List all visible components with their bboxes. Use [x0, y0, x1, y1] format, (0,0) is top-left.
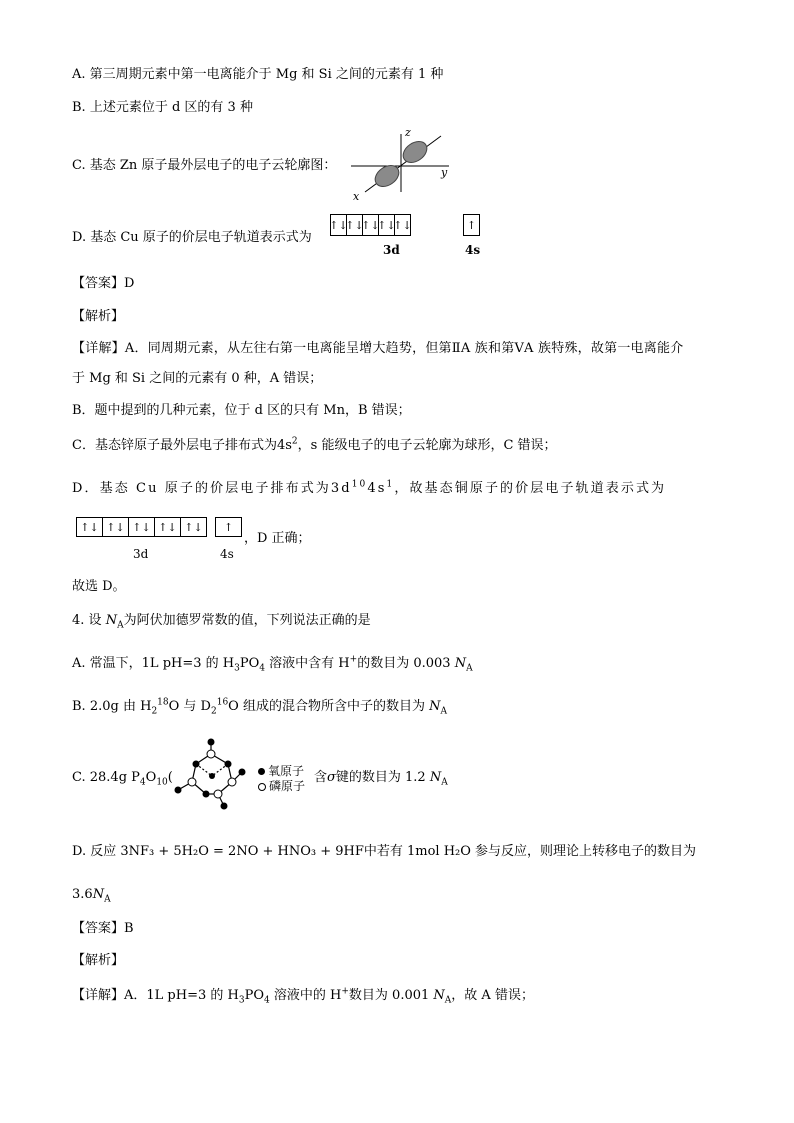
- option-a: A. 第三周期元素中第一电离能介于 Mg 和 Si 之间的元素有 1 种: [72, 67, 444, 82]
- label-3d: 3d: [383, 243, 400, 257]
- label-3d-2: 3d: [133, 547, 149, 561]
- detail-q3-d: D．基态 Cu 原子的价层电子排布式为$3d^{10}4s^1$，故基态铜原子的价层电子轨道表示式为: [72, 479, 667, 496]
- label-4s: 4s: [465, 243, 481, 257]
- detail-q3-d-end: ，D 正确；: [244, 531, 311, 546]
- orbital-box: ↑↓: [378, 214, 395, 236]
- orbital-diagram-3d-2: [76, 517, 206, 537]
- answer-q4: 【答案】B: [72, 921, 134, 936]
- axis-x: x: [353, 190, 360, 202]
- orbital-box: ↑↓: [76, 517, 103, 537]
- electron-cloud-diagram: [345, 126, 455, 202]
- axis-z: z: [405, 126, 411, 139]
- option-d: D. 基态 Cu 原子的价层电子轨道表示式为: [72, 230, 312, 245]
- q4-option-d-cont: $3.6N_A$: [72, 887, 111, 905]
- detail-q3-a2: 于 Mg 和 Si 之间的元素有 0 种，A 错误；: [72, 371, 323, 386]
- q4-stem: 4. 设 $N_A$为阿伏加德罗常数的值，下列说法正确的是: [72, 613, 371, 631]
- oxygen-dot-icon: [258, 768, 265, 775]
- detail-q3-choose: 故选 D。: [72, 579, 126, 594]
- orbital-box: ↑↓: [154, 517, 181, 537]
- q4-option-a: A. 常温下，1L pH=3 的 $H_3PO_4$ 溶液中含有 H+的数目为 0.003 $N_A$: [72, 654, 473, 674]
- detail-q3-c: C．基态锌原子最外层电子排布式为$4s^2$，s 能级电子的电子云轮廓为球形，C 错误；: [72, 436, 557, 453]
- label-4s-2: 4s: [220, 547, 234, 561]
- axis-y: y: [441, 166, 448, 179]
- orbital-box: ↑↓: [330, 214, 347, 236]
- answer-q3: 【答案】D: [72, 276, 135, 291]
- orbital-diagram-3d: [330, 214, 410, 236]
- legend-oxygen: 氧原子: [258, 764, 304, 778]
- orbital-diagram-4s: [463, 214, 479, 236]
- orbital-box: ↑↓: [362, 214, 379, 236]
- phosphorus-dot-icon: [258, 783, 266, 791]
- legend-phosphorus: 磷原子: [258, 779, 305, 793]
- detail-q4-a: 【详解】A．1L pH=3 的 $H_3PO_4$ 溶液中的 H+数目为 0.001 $N_A$，故 A 错误；: [72, 986, 534, 1006]
- orbital-box: ↑: [215, 517, 242, 537]
- analysis-q4: 【解析】: [72, 953, 125, 968]
- detail-q3-b: B．题中提到的几种元素，位于 d 区的只有 Mn，B 错误；: [72, 403, 411, 418]
- analysis-q3: 【解析】: [72, 309, 125, 324]
- detail-q3-a1: 【详解】A．同周期元素，从左往右第一电离能呈增大趋势，但第ⅡA 族和第ⅤA 族特殊，故第一电离能介: [72, 341, 684, 356]
- orbital-box: ↑↓: [394, 214, 411, 236]
- orbital-box: ↑↓: [128, 517, 155, 537]
- orbital-box: ↑↓: [180, 517, 207, 537]
- q4-option-d: D. 反应 3NF₃ + 5H₂O = 2NO + HNO₃ + 9HF中若有 1mol H₂O 参与反应，则理论上转移电子的数目为: [72, 844, 697, 859]
- q4-option-c: C. 28.4g $P_4O_{10}$(: [72, 770, 173, 788]
- orbital-box: ↑: [463, 214, 480, 236]
- orbital-box: ↑↓: [346, 214, 363, 236]
- p4o10-structure-diagram: [170, 736, 252, 812]
- orbital-box: ↑↓: [102, 517, 129, 537]
- q4-option-c-post: 含σ键的数目为 1.2 $N_A$: [314, 770, 448, 788]
- option-c: C. 基态 Zn 原子最外层电子的电子云轮廓图：: [72, 158, 337, 173]
- orbital-diagram-4s-2: [215, 517, 241, 537]
- option-b: B. 上述元素位于 d 区的有 3 种: [72, 100, 253, 115]
- q4-option-b: B. 2.0g 由 $H_2^{18}O$ 与 $D_2^{16}O$ 组成的混合物所含中子的数目为 $N_A$: [72, 697, 447, 717]
